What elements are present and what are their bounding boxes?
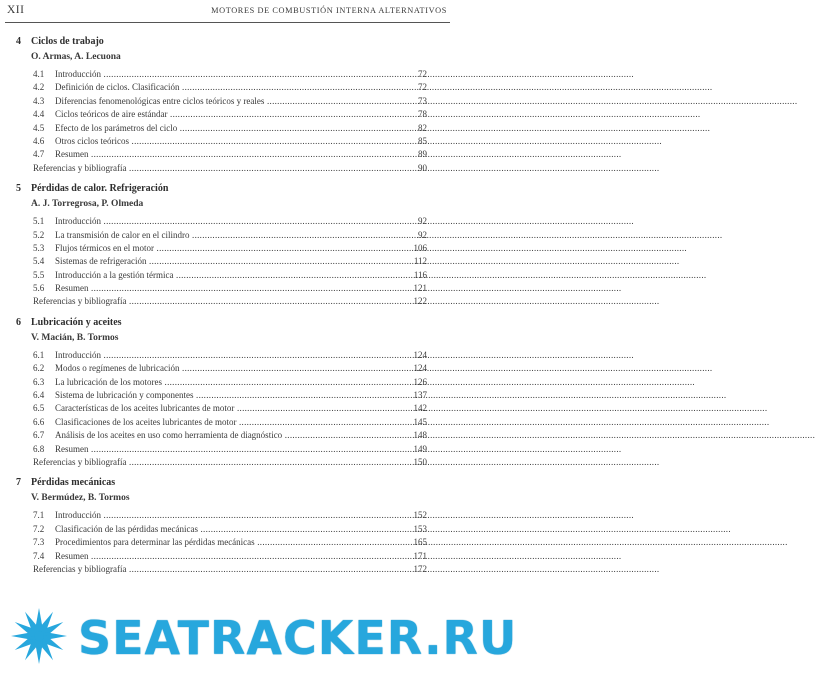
entry-list <box>0 215 455 309</box>
chapter-heading <box>0 315 455 329</box>
chapter-section <box>0 475 455 576</box>
entry-title: Introducción ..... <box>55 216 425 226</box>
chapter-number: 4 <box>16 36 21 47</box>
entry-list <box>0 349 455 470</box>
chapter-section <box>0 34 455 181</box>
entry-title: Resumen ..... <box>55 444 425 454</box>
entry-title: Resumen ..... <box>55 551 425 561</box>
entry-page: 142 <box>413 403 427 414</box>
entry-title: Introducción ..... <box>55 69 425 79</box>
entry-page: 89 <box>418 149 427 160</box>
entry-page: 122 <box>413 296 427 307</box>
watermark <box>0 606 518 666</box>
entry-page: 153 <box>413 523 427 534</box>
entry-number: 5.5 <box>33 269 45 280</box>
page-number: XII <box>7 4 25 16</box>
entry-page: 73 <box>418 95 427 106</box>
chapter-number: 5 <box>16 183 21 195</box>
entry-page: 82 <box>418 122 427 133</box>
toc-entry <box>0 376 455 389</box>
entry-page: 85 <box>418 135 427 146</box>
entry-title: Introducción a la gestión térmica ..... <box>55 270 425 280</box>
toc-entry <box>0 81 455 94</box>
entry-number: 4.6 <box>33 135 45 146</box>
toc-entry <box>0 255 455 268</box>
entry-page: 149 <box>413 443 427 454</box>
toc-entry <box>0 108 455 121</box>
entry-number: 6.7 <box>33 430 45 441</box>
table-of-contents <box>0 34 455 576</box>
entry-number: 6.8 <box>33 443 45 454</box>
entry-page: 90 <box>418 162 427 173</box>
entry-page: 92 <box>418 216 427 227</box>
toc-entry <box>0 68 455 81</box>
authors-text: A. J. Torregrosa, P. Olmeda <box>31 199 144 210</box>
entry-title: Clasificación de las pérdidas mecánicas ..... <box>55 524 425 534</box>
entry-title: Sistema de lubricación y componentes ..... <box>55 390 425 400</box>
entry-title: Análisis de los aceites en uso como herramienta de diagnóstico ..... <box>55 430 425 440</box>
entry-list <box>0 509 455 576</box>
toc-entry <box>0 389 455 402</box>
chapter-section <box>0 315 455 476</box>
entry-page: 124 <box>413 363 427 374</box>
toc-entry <box>0 563 455 576</box>
chapter-authors <box>0 195 455 212</box>
entry-number: 5.6 <box>33 283 45 294</box>
toc-entry <box>0 456 455 469</box>
entry-title: Resumen ..... <box>55 149 425 159</box>
entry-title: Procedimientos para determinar las pérdidas mecánicas ..... <box>55 537 425 547</box>
entry-page: 126 <box>413 376 427 387</box>
chapter-title: Lubricación y aceites <box>31 316 122 328</box>
entry-number: 4.3 <box>33 95 45 106</box>
entry-page: 145 <box>413 416 427 427</box>
entry-title: Referencias y bibliografía ..... <box>33 457 425 467</box>
entry-number: 5.3 <box>33 242 45 253</box>
entry-page: 106 <box>413 242 427 253</box>
entry-title: Referencias y bibliografía ..... <box>33 163 425 173</box>
entry-title: Referencias y bibliografía ..... <box>33 564 425 574</box>
chapter-number: 7 <box>16 477 21 489</box>
running-title: MOTORES DE COMBUSTIÓN INTERNA ALTERNATIVOS <box>211 6 447 15</box>
toc-entry <box>0 295 455 308</box>
entry-page: 116 <box>413 269 427 280</box>
entry-title: Otros ciclos teóricos ..... <box>55 136 425 146</box>
entry-page: 150 <box>413 456 427 467</box>
entry-page: 137 <box>413 390 427 401</box>
toc-entry <box>0 416 455 429</box>
chapter-heading <box>0 475 455 489</box>
entry-title: La lubricación de los motores ..... <box>55 377 425 387</box>
entry-title: Flujos térmicos en el motor ..... <box>55 243 425 253</box>
entry-title: Introducción ..... <box>55 350 425 360</box>
chapter-title: Pérdidas de calor. Refrigeración <box>31 183 169 195</box>
entry-title: Modos o regímenes de lubricación ..... <box>55 363 425 373</box>
toc-entry <box>0 282 455 295</box>
entry-number: 7.3 <box>33 537 45 548</box>
toc-entry <box>0 162 455 175</box>
entry-page: 92 <box>418 229 427 240</box>
entry-title: Definición de ciclos. Clasificación ..... <box>55 82 425 92</box>
toc-entry <box>0 402 455 415</box>
entry-title: Características de los aceites lubricantes de motor ..... <box>55 403 425 413</box>
chapter-number: 6 <box>16 316 21 328</box>
toc-entry <box>0 269 455 282</box>
toc-entry <box>0 242 455 255</box>
entry-number: 7.1 <box>33 510 45 521</box>
entry-title: Clasificaciones de los aceites lubricantes de motor ..... <box>55 417 425 427</box>
entry-page: 165 <box>413 537 427 548</box>
chapter-section <box>0 181 455 315</box>
watermark-text: SEATRACKER.RU <box>78 611 518 665</box>
entry-number: 7.2 <box>33 523 45 534</box>
entry-page: 124 <box>413 349 427 360</box>
entry-number: 4.4 <box>33 109 45 120</box>
entry-number: 5.1 <box>33 216 45 227</box>
entry-list <box>0 68 455 175</box>
entry-page: 172 <box>413 563 427 574</box>
entry-page: 112 <box>413 256 427 267</box>
toc-entry <box>0 135 455 148</box>
star-burst-icon <box>4 606 74 666</box>
entry-title: Sistemas de refrigeración ..... <box>55 256 425 266</box>
page-header <box>0 0 455 22</box>
chapter-title: Ciclos de trabajo <box>31 36 104 47</box>
entry-number: 5.4 <box>33 256 45 267</box>
toc-entry <box>0 509 455 522</box>
entry-page: 148 <box>413 430 427 441</box>
entry-page: 72 <box>418 82 427 93</box>
toc-entry <box>0 429 455 442</box>
entry-title: Introducción ..... <box>55 510 425 520</box>
entry-number: 4.7 <box>33 149 45 160</box>
header-rule <box>5 22 450 23</box>
entry-number: 4.5 <box>33 122 45 133</box>
entry-title: Resumen ..... <box>55 283 425 293</box>
entry-number: 7.4 <box>33 550 45 561</box>
toc-entry <box>0 362 455 375</box>
toc-entry <box>0 550 455 563</box>
entry-number: 6.5 <box>33 403 45 414</box>
authors-text: V. Macián, B. Tormos <box>31 332 119 343</box>
chapter-heading <box>0 34 455 48</box>
entry-title: Efecto de los parámetros del ciclo ..... <box>55 123 425 133</box>
entry-page: 121 <box>413 283 427 294</box>
toc-entry <box>0 122 455 135</box>
toc-entry <box>0 443 455 456</box>
entry-number: 4.1 <box>33 69 45 79</box>
authors-text: V. Bermúdez, B. Tormos <box>31 493 130 504</box>
entry-number: 6.4 <box>33 390 45 401</box>
chapter-heading <box>0 181 455 195</box>
entry-number: 6.6 <box>33 416 45 427</box>
entry-number: 5.2 <box>33 229 45 240</box>
entry-page: 78 <box>418 109 427 120</box>
chapter-authors <box>0 489 455 506</box>
toc-entry <box>0 148 455 161</box>
entry-title: Referencias y bibliografía ..... <box>33 296 425 306</box>
toc-entry <box>0 229 455 242</box>
entry-number: 6.2 <box>33 363 45 374</box>
entry-page: 171 <box>413 550 427 561</box>
toc-entry <box>0 349 455 362</box>
chapter-authors <box>0 329 455 346</box>
entry-title: Diferencias fenomenológicas entre ciclos teóricos y reales ..... <box>55 96 425 106</box>
chapter-title: Pérdidas mecánicas <box>31 477 116 489</box>
chapter-authors <box>0 48 455 65</box>
entry-number: 6.1 <box>33 349 45 360</box>
authors-text: O. Armas, A. Lecuona <box>31 52 121 62</box>
entry-title: Ciclos teóricos de aire estándar ..... <box>55 109 425 119</box>
toc-entry <box>0 95 455 108</box>
toc-entry <box>0 523 455 536</box>
entry-page: 72 <box>418 69 427 79</box>
entry-number: 6.3 <box>33 376 45 387</box>
entry-title: La transmisión de calor en el cilindro ..... <box>55 230 425 240</box>
entry-number: 4.2 <box>33 82 45 93</box>
toc-entry <box>0 536 455 549</box>
toc-entry <box>0 215 455 228</box>
entry-page: 152 <box>413 510 427 521</box>
